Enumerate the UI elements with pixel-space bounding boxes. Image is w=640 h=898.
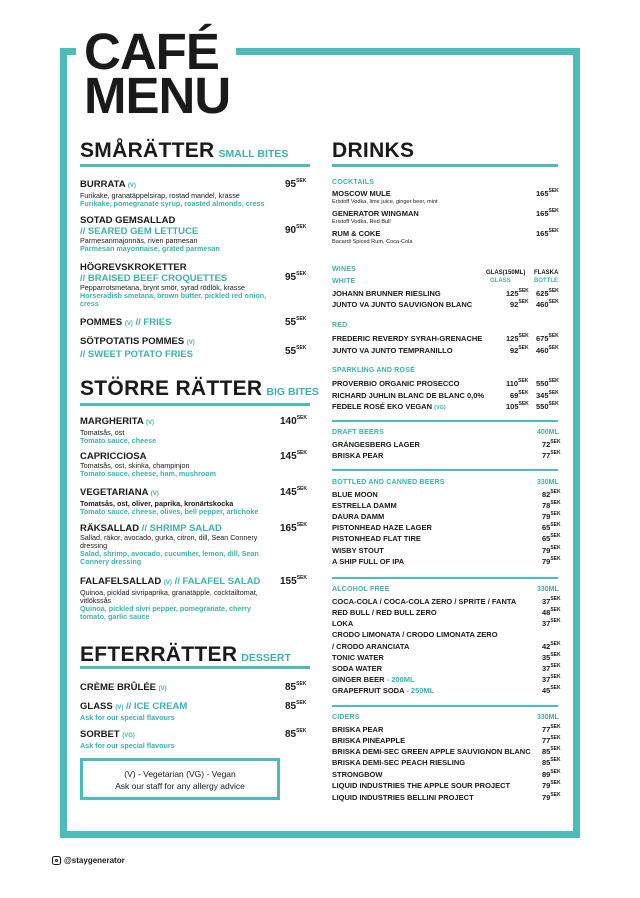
drink-name: ESTRELLA DAMM — [332, 501, 397, 510]
wine-subcategory-sparkling: SPARKLING AND ROSÉ — [332, 367, 415, 374]
item-description-en: Parmesan mayonnaise, grated parmesan — [80, 244, 220, 253]
drink-price: $37^{SEK}$ — [542, 618, 561, 628]
section-divider — [80, 403, 310, 406]
section-subtitle: BIG BITES — [266, 386, 319, 398]
section-divider — [80, 666, 310, 669]
bottle-price: $460^{SEK}$ — [536, 345, 559, 355]
section-subtitle: DESSERT — [241, 652, 291, 664]
item-tag: (V) — [127, 183, 136, 189]
item-name-en: // SHRIMP SALAD — [141, 523, 222, 534]
item-price: $95^{SEK}$ — [285, 271, 307, 283]
section-divider — [80, 164, 310, 167]
item-price: $155^{SEK}$ — [280, 575, 307, 587]
drink-name: JUNTO VA JUNTO TEMPRANILLO — [332, 346, 453, 355]
item-description: Tomatsås, ost — [80, 428, 125, 437]
social-handle[interactable] — [52, 856, 125, 865]
drink-price: $77^{SEK}$ — [542, 724, 561, 734]
glass-price: $125^{SEK}$ — [506, 333, 529, 343]
drink-name: PISTONHEAD FLAT TIRE — [332, 534, 421, 543]
drink-category-bottled: BOTTLED AND CANNED BEERS — [332, 479, 445, 486]
item-name: MARGHERITA — [80, 416, 144, 427]
drink-name: LIQUID INDUSTRIES THE APPLE SOUR PROJECT — [332, 781, 511, 790]
section-heading-dessert — [80, 643, 291, 667]
item-description-en: Ask for our special flavours — [80, 713, 175, 722]
section-subtitle: SMALL BITES — [218, 148, 289, 160]
item-name-en: // SEARED GEM LETTUCE — [80, 226, 199, 237]
title-line-2: MENU — [84, 67, 231, 124]
menu-item — [80, 576, 270, 621]
drink-name: BRISKA DEMI-SEC PEACH RIESLING — [332, 758, 466, 767]
bottle-price: $675^{SEK}$ — [536, 333, 559, 343]
item-name: SÖTPOTATIS POMMES — [80, 336, 185, 347]
menu-item — [80, 682, 310, 695]
drink-price: $37^{SEK}$ — [542, 663, 561, 673]
drink-name: COCA-COLA / COCA-COLA ZERO / SPRITE / FANTA — [332, 597, 517, 606]
item-description-en: Furikake, pomegranate syrup, roasted almonds, cress — [80, 199, 265, 208]
drink-description: Eristoff Vodka, lime juice, ginger beer, mint — [332, 199, 438, 205]
drink-price: $45^{SEK}$ — [542, 685, 561, 695]
drink-price: $42^{SEK}$ — [542, 641, 561, 651]
drink-name: A SHIP FULL OF IPA — [332, 557, 405, 566]
drink-name: MOSCOW MULE — [332, 189, 391, 198]
item-name: GLASS — [80, 701, 113, 712]
glass-price: $69^{SEK}$ — [510, 390, 529, 400]
item-tag: (V) — [145, 420, 154, 426]
item-description-en: Tomato sauce, cheese, olives, bell pepper, artichoke — [80, 507, 259, 516]
drink-price: $79^{SEK}$ — [542, 511, 561, 521]
item-tag: (V) — [115, 705, 124, 711]
drink-price: $72^{SEK}$ — [542, 439, 561, 449]
item-name: SORBET — [80, 729, 120, 740]
drink-price: $65^{SEK}$ — [542, 533, 561, 543]
col-flaska: FLASKA — [534, 270, 559, 276]
item-tag: (V) — [186, 340, 195, 346]
item-price: $140^{SEK}$ — [280, 415, 307, 427]
drink-name: STRONGBOW — [332, 770, 383, 779]
drinks-divider — [332, 705, 558, 707]
drink-name: FREDERIC REVERDY SYRAH-GRENACHE — [332, 334, 483, 343]
item-description-en: Quinoa, pickled sivri pepper, pomegranate, cherry tomato, garlic sauce — [80, 604, 251, 621]
item-tag: (V) — [150, 491, 159, 497]
section-title: EFTERRÄTTER — [80, 643, 238, 666]
category-size: 400ML — [537, 429, 559, 436]
instagram-handle[interactable]: @staygenerator — [64, 856, 125, 865]
drink-name: DAURA DAMM — [332, 512, 385, 521]
glass-price: $125^{SEK}$ — [506, 288, 529, 298]
drink-price: $79^{SEK}$ — [542, 556, 561, 566]
drinks-divider — [332, 469, 558, 471]
drink-name: GRAPEFRUIT SODA - 250ML — [332, 686, 435, 695]
drink-price: $89^{SEK}$ — [542, 769, 561, 779]
menu-item — [80, 729, 310, 750]
title-line-1: CAFÉ — [84, 23, 219, 80]
drink-category-cocktails: COCKTAILS — [332, 179, 375, 186]
drinks-divider — [332, 420, 558, 422]
glass-price: $92^{SEK}$ — [510, 345, 529, 355]
item-price: $90^{SEK}$ — [285, 224, 307, 236]
section-heading-drinks — [332, 139, 414, 163]
item-name-en: // FRIES — [135, 317, 172, 328]
item-description: Furikake, granatäppelsirap, rostad mandel, krasse — [80, 191, 240, 200]
drink-price: $77^{SEK}$ — [542, 450, 561, 460]
section-title: STÖRRE RÄTTER — [80, 377, 263, 400]
item-name: VEGETARIANA — [80, 487, 149, 498]
drink-name: / CRODO ARANCIATA — [332, 642, 410, 651]
col-glass: GLASS — [490, 278, 511, 284]
glass-price: $110^{SEK}$ — [506, 378, 529, 388]
drink-name: BRISKA PEAR — [332, 451, 384, 460]
drink-price: $37^{SEK}$ — [542, 674, 561, 684]
section-title: SMÅRÄTTER — [80, 139, 215, 162]
drink-price: $79^{SEK}$ — [542, 780, 561, 790]
drink-price: $48^{SEK}$ — [542, 607, 561, 617]
section-title: DRINKS — [332, 139, 415, 162]
menu-item — [80, 416, 310, 445]
glass-price: $92^{SEK}$ — [510, 299, 529, 309]
bottle-price: $625^{SEK}$ — [536, 288, 559, 298]
drink-name: TONIC WATER — [332, 653, 384, 662]
wine-subcategory-red: RED — [332, 322, 348, 329]
drink-name: JUNTO VA JUNTO SAUVIGNON BLANC — [332, 300, 473, 309]
drinks-divider — [332, 577, 558, 579]
item-name: CAPRICCIOSA — [80, 451, 147, 462]
menu-item — [80, 317, 310, 330]
item-name: BURRATA — [80, 179, 126, 190]
drink-price: $165^{SEK}$ — [536, 208, 559, 218]
drink-price: $37^{SEK}$ — [542, 596, 561, 606]
drink-description: Bacardi Spiced Rum, Coca-Cola — [332, 239, 413, 245]
drink-price: $65^{SEK}$ — [542, 522, 561, 532]
item-price: $55^{SEK}$ — [285, 316, 307, 328]
category-size: 330ML — [537, 479, 559, 486]
section-heading-small-bites — [80, 139, 288, 163]
item-tag: (V) — [158, 686, 167, 692]
item-name-en: // FALAFEL SALAD — [174, 576, 261, 587]
section-divider — [332, 164, 558, 167]
drink-name: BRISKA PINEAPPLE — [332, 736, 406, 745]
drink-price: $77^{SEK}$ — [542, 735, 561, 745]
item-price: $85^{SEK}$ — [285, 700, 307, 712]
drink-price: $82^{SEK}$ — [542, 489, 561, 499]
item-tag: (V) — [124, 321, 133, 327]
drink-description: Eristoff Vodka, Red Bull — [332, 219, 391, 225]
item-price: $95^{SEK}$ — [285, 178, 307, 190]
item-price: $145^{SEK}$ — [280, 486, 307, 498]
drink-name: PROVERBIO ORGANIC PROSECCO — [332, 379, 460, 388]
wine-subcategory-white: WHITE — [332, 278, 356, 285]
legend-allergy: Ask our staff for any allergy advice — [115, 781, 245, 791]
bottle-price: $550^{SEK}$ — [536, 401, 559, 411]
menu-item — [80, 262, 280, 308]
item-tag: (VG) — [122, 733, 135, 739]
item-name: SOTAD GEMSALLAD — [80, 215, 176, 226]
drink-price: $85^{SEK}$ — [542, 746, 561, 756]
drink-name: SODA WATER — [332, 664, 382, 673]
drink-price: $165^{SEK}$ — [536, 228, 559, 238]
drink-price: $79^{SEK}$ — [542, 545, 561, 555]
drink-name: WISBY STOUT — [332, 546, 384, 555]
glass-price: $105^{SEK}$ — [506, 401, 529, 411]
drink-name: LIQUID INDUSTRIES BELLINI PROJECT — [332, 793, 474, 802]
bottle-price: $345^{SEK}$ — [536, 390, 559, 400]
menu-item — [80, 451, 310, 478]
drink-name: BRISKA PEAR — [332, 725, 384, 734]
instagram-icon — [52, 856, 61, 865]
item-description: Sallad, räkor, avocado, gurka, citron, dill, Sean Connery dressing — [80, 533, 258, 550]
drink-category-alcohol-free: ALCOHOL FREE — [332, 586, 390, 593]
drink-name: BRISKA DEMI-SEC GREEN APPLE SAUVIGNON BLANC — [332, 747, 531, 756]
item-price: $165^{SEK}$ — [280, 522, 307, 534]
item-price: $85^{SEK}$ — [285, 728, 307, 740]
item-name: RÄKSALLAD — [80, 523, 140, 534]
item-description-en: Ask for our special flavours — [80, 741, 175, 750]
drink-name: RUM & COKE — [332, 229, 381, 238]
item-price: $55^{SEK}$ — [285, 345, 307, 357]
item-description-en: Tomato sauce, cheese, ham, mushroom — [80, 469, 217, 478]
item-tag: (V) — [163, 580, 172, 586]
item-price: $85^{SEK}$ — [285, 681, 307, 693]
menu-item — [80, 487, 310, 516]
page-title — [84, 23, 231, 124]
item-name: POMMES — [80, 317, 123, 328]
menu-item — [80, 701, 310, 722]
drink-price: $78^{SEK}$ — [542, 500, 561, 510]
item-price: $145^{SEK}$ — [280, 450, 307, 462]
col-bottle: BOTTLE — [534, 278, 558, 284]
drink-name: JOHANN BRUNNER RIESLING — [332, 289, 441, 298]
drink-name: GENERATOR WINGMAN — [332, 209, 419, 218]
item-name-en: // ICE CREAM — [126, 701, 188, 712]
bottle-price: $460^{SEK}$ — [536, 299, 559, 309]
drink-name: RICHARD JUHLIN BLANC DE BLANC 0,0% — [332, 391, 485, 400]
item-name-en: // SWEET POTATO FRIES — [80, 349, 193, 360]
drink-category-ciders: CIDERS — [332, 714, 360, 721]
item-description: Parmesanmajonnäs, riven parmesan — [80, 236, 198, 245]
drink-name: FEDELE ROSÉ EKO VEGAN (VG) — [332, 402, 446, 411]
col-glas: GLAS(150ML) — [486, 270, 526, 276]
drink-name: RED BULL / RED BULL ZERO — [332, 608, 437, 617]
drink-name: CRODO LIMONATA / CRODO LIMONATA ZERO — [332, 630, 498, 639]
drink-name: BLUE MOON — [332, 490, 378, 499]
item-description-en: Horseradish smetana, brown butter, pickled red onion, cress — [80, 291, 267, 308]
drink-price: $35^{SEK}$ — [542, 652, 561, 662]
item-description: Tomatsås, ost, oliver, paprika, kronärtskocka — [80, 499, 234, 508]
legend-diet: (V) - Vegetarian (VG) - Vegan — [124, 769, 236, 779]
item-name: CRÈME BRÛLÉE — [80, 682, 157, 693]
item-description-en: Salad, shrimp, avocado, cucumber, lemon, dill, Sean Connery dressing — [80, 549, 259, 566]
item-name: HÖGREVSKROKETTER — [80, 262, 187, 273]
item-name: FALAFELSALLAD — [80, 576, 162, 587]
drink-name: PISTONHEAD HAZE LAGER — [332, 523, 432, 532]
item-name-en: // BRAISED BEEF CROQUETTES — [80, 273, 228, 284]
item-description-en: Tomato sauce, cheese — [80, 436, 157, 445]
menu-item — [80, 336, 310, 360]
drink-name: GRÄNGESBERG LAGER — [332, 440, 420, 449]
category-size: 330ML — [537, 586, 559, 593]
item-description: Tomatsås, ost, skinka, champinjon — [80, 461, 190, 470]
menu-item — [80, 215, 310, 253]
item-description: Quinoa, picklad sivripaprika, granatäpple, cocktailtomat, vitlökssås — [80, 588, 258, 605]
drink-price: $79^{SEK}$ — [542, 792, 561, 802]
drink-tag: (VG) — [434, 405, 446, 411]
category-size: 330ML — [537, 714, 559, 721]
item-description: Pepparrotsmetana, brynt smör, syrad rödlök, krasse — [80, 283, 245, 292]
section-heading-big-bites — [80, 377, 319, 401]
drink-name: GINGER BEER - 200ML — [332, 675, 415, 684]
drink-name: LOKA — [332, 619, 354, 628]
drink-category-draft: DRAFT BEERS — [332, 429, 384, 436]
drink-price: $85^{SEK}$ — [542, 757, 561, 767]
drink-category-wines: WINES — [332, 266, 356, 273]
drink-price: $165^{SEK}$ — [536, 188, 559, 198]
menu-item — [80, 179, 310, 208]
bottle-price: $550^{SEK}$ — [536, 378, 559, 388]
menu-item — [80, 523, 275, 566]
diet-legend — [80, 758, 280, 800]
